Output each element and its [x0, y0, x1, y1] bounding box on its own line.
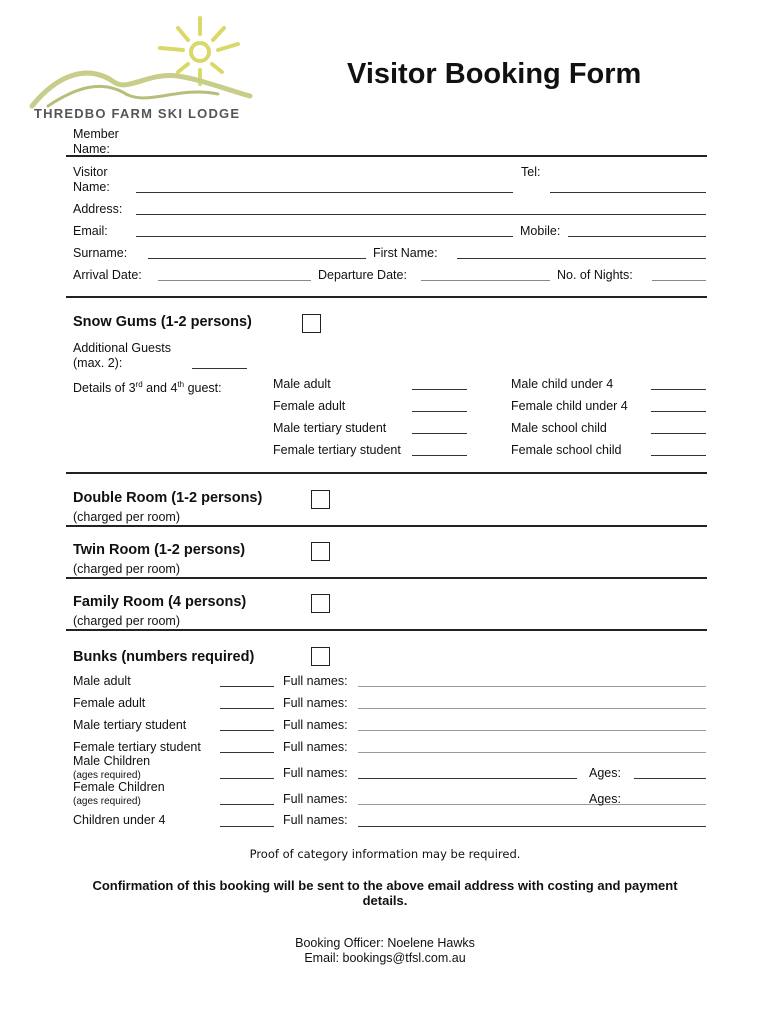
ages-label: Ages:: [589, 766, 621, 780]
bunk-row-label: Male Children: [73, 754, 151, 768]
email-label: Email:: [73, 224, 108, 238]
nights-field[interactable]: [652, 280, 706, 281]
bunk-count-field[interactable]: [220, 778, 274, 779]
guest-option-left: Male adult: [273, 377, 331, 391]
bunk-row-label: Male adult: [73, 674, 131, 688]
full-names-field[interactable]: [358, 752, 706, 753]
bunk-count-field[interactable]: [220, 826, 274, 827]
tel-label: Tel:: [521, 165, 541, 179]
member-name-label: Member Name:: [73, 127, 119, 156]
bunks-checkbox[interactable]: [311, 647, 330, 666]
divider: [66, 629, 707, 631]
ages-field[interactable]: [634, 778, 706, 779]
ages-required-note: (ages required): [73, 770, 141, 781]
ages-required-note: (ages required): [73, 796, 141, 807]
bunk-row-label: Male tertiary student: [73, 718, 187, 732]
address-label: Address:: [73, 202, 123, 216]
twin-room-note: (charged per room): [73, 562, 180, 576]
guest-details-mid: and 4: [142, 381, 178, 396]
full-names-field[interactable]: [358, 708, 706, 709]
full-names-field[interactable]: [358, 804, 706, 805]
guest-option-left: Male tertiary student: [273, 421, 387, 435]
bunk-row-label: Female tertiary student: [73, 740, 201, 754]
guest-option-left: Female adult: [273, 399, 346, 413]
bunk-row-label: Female adult: [73, 696, 146, 710]
twin-room-heading: Twin Room (1-2 persons): [73, 542, 246, 558]
sun-mountain-logo-icon: [28, 14, 253, 109]
double-room-checkbox[interactable]: [311, 490, 330, 509]
twin-room-checkbox[interactable]: [311, 542, 330, 561]
divider: [66, 525, 707, 527]
booking-officer: Booking Officer: Noelene Hawks: [295, 936, 475, 950]
guest-details-sup2: th: [177, 380, 185, 389]
full-names-field[interactable]: [358, 826, 706, 827]
full-names-label: Full names:: [283, 813, 348, 827]
guest-option-left: Female tertiary student: [273, 443, 401, 457]
full-names-label: Full names:: [283, 740, 348, 754]
arrival-date-field[interactable]: [158, 280, 311, 281]
mobile-field[interactable]: [568, 236, 706, 237]
guest-option-right: Female child under 4: [511, 399, 628, 413]
divider: [66, 577, 707, 579]
ages-label: Ages:: [589, 792, 621, 806]
page-title: Visitor Booking Form: [347, 58, 642, 90]
divider: [66, 155, 707, 157]
booking-officer-email: Email: bookings@tfsl.com.au: [304, 951, 466, 965]
full-names-label: Full names:: [283, 792, 348, 806]
surname-field[interactable]: [148, 258, 366, 259]
divider: [66, 296, 707, 298]
full-names-label: Full names:: [283, 718, 348, 732]
tel-field[interactable]: [550, 192, 706, 193]
mobile-label: Mobile:: [520, 224, 561, 238]
full-names-label: Full names:: [283, 696, 348, 710]
family-room-heading: Family Room (4 persons): [73, 594, 247, 610]
family-room-note: (charged per room): [73, 614, 180, 628]
bunk-row-label: Female Children: [73, 780, 165, 794]
guest-option-field[interactable]: [651, 389, 706, 390]
bunk-count-field[interactable]: [220, 708, 274, 709]
visitor-name-label: Visitor Name:: [73, 165, 110, 194]
guest-option-field[interactable]: [412, 455, 467, 456]
full-names-label: Full names:: [283, 766, 348, 780]
proof-note: Proof of category information may be required.: [249, 847, 521, 861]
guest-details-prefix: Details of 3: [73, 381, 136, 396]
family-room-checkbox[interactable]: [311, 594, 330, 613]
full-names-label: Full names:: [283, 674, 348, 688]
guest-option-field[interactable]: [412, 389, 467, 390]
snow-gums-checkbox[interactable]: [302, 314, 321, 333]
departure-date-field[interactable]: [421, 280, 550, 281]
full-names-field[interactable]: [358, 686, 706, 687]
bunk-count-field[interactable]: [220, 686, 274, 687]
departure-date-label: Departure Date:: [318, 268, 407, 282]
guest-details-label: [73, 377, 222, 396]
bunks-heading: Bunks (numbers required): [73, 649, 255, 665]
confirmation-note: Confirmation of this booking will be sent to the above email address with costing and payment details.: [92, 878, 678, 908]
visitor-name-field[interactable]: [136, 192, 513, 193]
bunk-count-field[interactable]: [220, 730, 274, 731]
guest-details-sup1: rd: [135, 380, 143, 389]
guest-option-right: Male school child: [511, 421, 607, 435]
address-field[interactable]: [136, 214, 706, 215]
lodge-logo: [28, 14, 253, 122]
guest-option-right: Female school child: [511, 443, 622, 457]
snow-gums-heading: Snow Gums (1-2 persons): [73, 314, 252, 330]
nights-label: No. of Nights:: [557, 268, 633, 282]
first-name-field[interactable]: [457, 258, 706, 259]
guest-option-right: Male child under 4: [511, 377, 614, 391]
bunk-count-field[interactable]: [220, 804, 274, 805]
full-names-field[interactable]: [358, 778, 577, 779]
guest-details-suffix: guest:: [184, 381, 222, 396]
additional-guests-label: Additional Guests (max. 2):: [73, 341, 171, 370]
bunk-row-label: Children under 4: [73, 813, 166, 827]
logo-text: THREDBO FARM SKI LODGE: [34, 106, 241, 121]
divider: [66, 472, 707, 474]
guest-option-field[interactable]: [651, 455, 706, 456]
guest-option-field[interactable]: [651, 411, 706, 412]
full-names-field[interactable]: [358, 730, 706, 731]
bunk-count-field[interactable]: [220, 752, 274, 753]
guest-option-field[interactable]: [412, 433, 467, 434]
arrival-date-label: Arrival Date:: [73, 268, 142, 282]
double-room-note: (charged per room): [73, 510, 180, 524]
additional-guests-field[interactable]: [192, 368, 247, 369]
first-name-label: First Name:: [373, 246, 438, 260]
double-room-heading: Double Room (1-2 persons): [73, 490, 263, 506]
email-field[interactable]: [136, 236, 513, 237]
surname-label: Surname:: [73, 246, 128, 260]
guest-option-field[interactable]: [412, 411, 467, 412]
guest-option-field[interactable]: [651, 433, 706, 434]
